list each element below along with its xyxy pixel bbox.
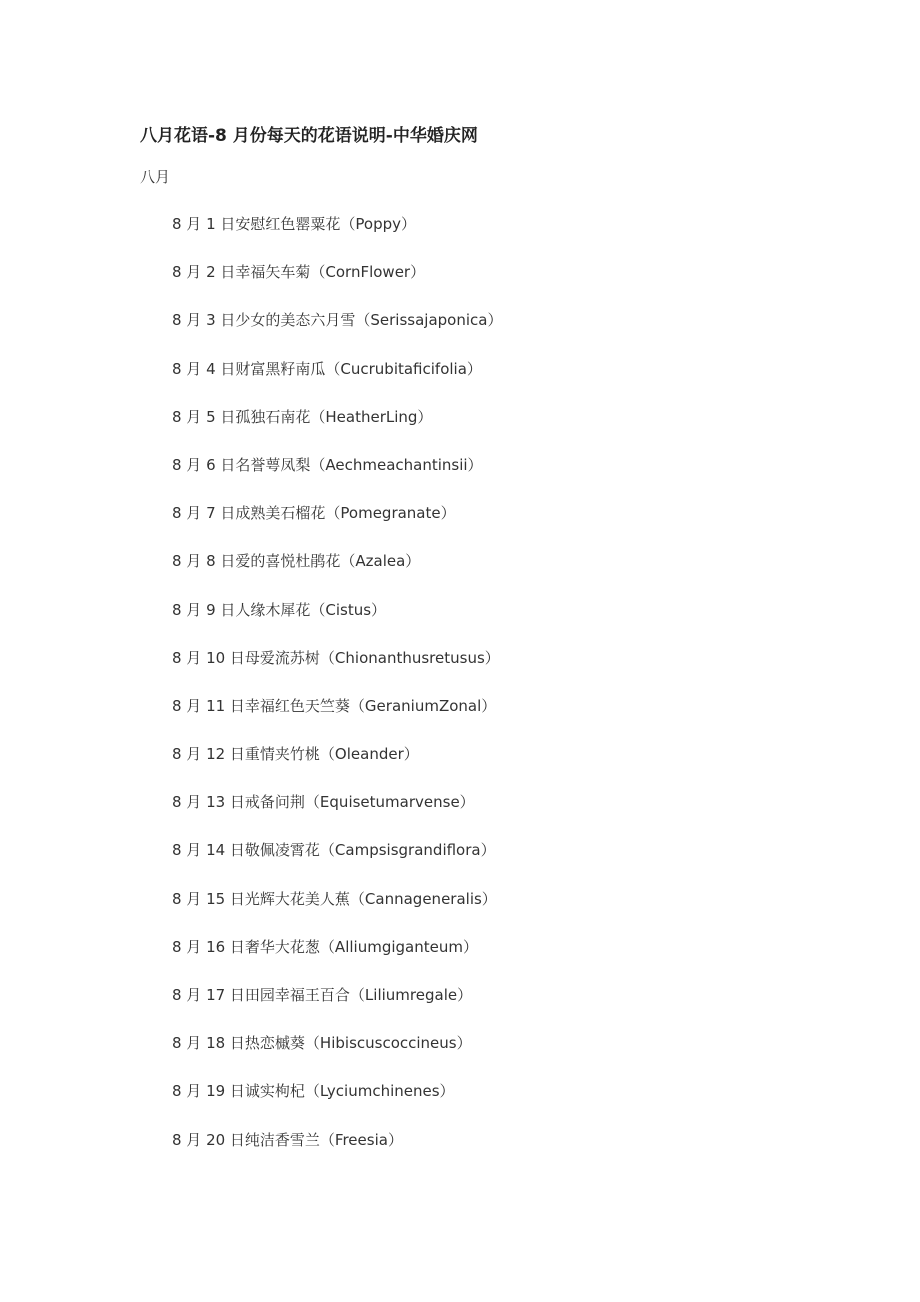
list-item: 8 月 10 日母爱流苏树（Chionanthusretusus）: [172, 648, 500, 667]
list-item: 8 月 14 日敬佩凌霄花（Campsisgrandiflora）: [172, 841, 496, 860]
list-item: 8 月 3 日少女的美态六月雪（Serissajaponica）: [172, 311, 503, 330]
month-heading: 八月: [140, 168, 171, 186]
list-item: 8 月 19 日诚实枸杞（Lyciumchinenes）: [172, 1082, 455, 1101]
list-item: 8 月 17 日田园幸福王百合（Liliumregale）: [172, 986, 473, 1004]
list-item: 8 月 2 日幸福矢车菊（CornFlower）: [172, 263, 426, 282]
page-title: 八月花语-8 月份每天的花语说明-中华婚庆网: [140, 126, 478, 146]
list-item: 8 月 6 日名誉萼凤梨（Aechmeachantinsii）: [172, 455, 483, 474]
list-item: 8 月 8 日爱的喜悦杜鹃花（Azalea）: [172, 552, 421, 571]
list-item: 8 月 12 日重情夹竹桃（Oleander）: [172, 745, 419, 764]
list-item: 8 月 13 日戒备问荆（Equisetumarvense）: [172, 793, 475, 812]
list-item: 8 月 4 日财富黑籽南瓜（Cucrubitaficifolia）: [172, 359, 482, 378]
list-item: 8 月 7 日成熟美石榴花（Pomegranate）: [172, 504, 456, 523]
list-item: 8 月 20 日纯洁香雪兰（Freesia）: [172, 1130, 403, 1149]
list-item: 8 月 16 日奢华大花葱（Alliumgiganteum）: [172, 937, 478, 956]
list-item: 8 月 11 日幸福红色天竺葵（GeraniumZonal）: [172, 696, 497, 715]
list-item: 8 月 5 日孤独石南花（HeatherLing）: [172, 407, 433, 426]
list-item: 8 月 15 日光辉大花美人蕉（Cannageneralis）: [172, 889, 497, 908]
list-item: 8 月 9 日人缘木犀花（Cistus）: [172, 600, 387, 619]
flower-language-list: [172, 212, 502, 1176]
list-item: 8 月 1 日安慰红色罂粟花（Poppy）: [172, 215, 417, 233]
list-item: 8 月 18 日热恋槭葵（Hibiscuscoccineus）: [172, 1034, 472, 1053]
